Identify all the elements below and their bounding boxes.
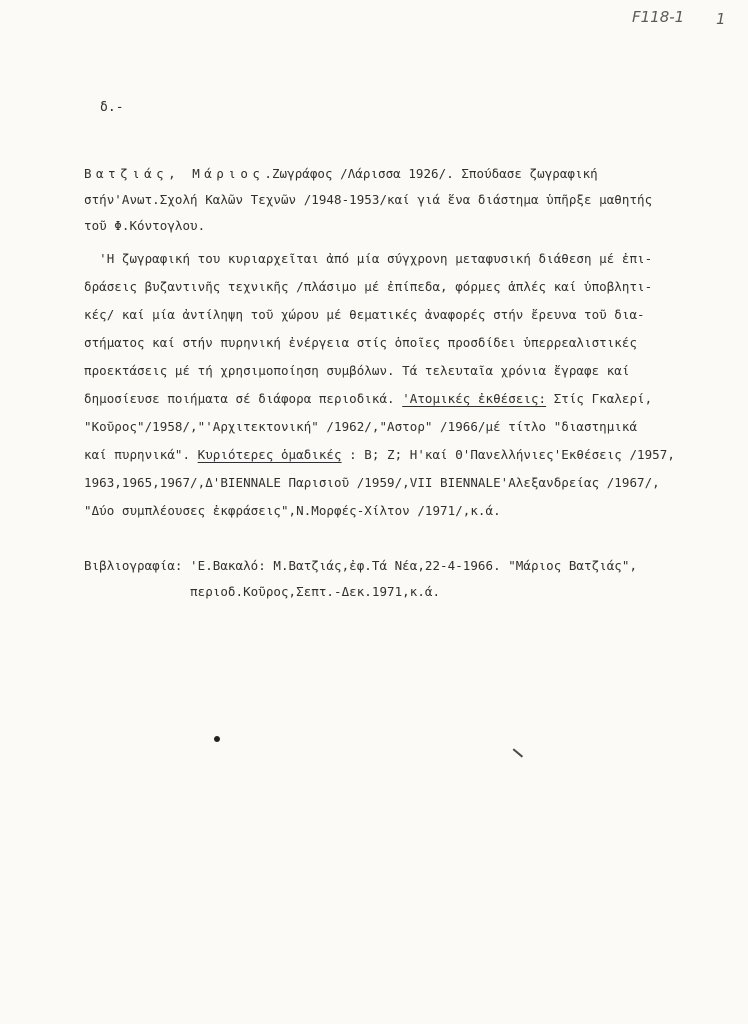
page-number: 1: [716, 10, 726, 28]
entry-line: "Κοῦρος"/1958/,"'Αρχιτεκτονική" /1962/,"Αστορ" /1966/μέ τίτλο "διαστημικά: [84, 419, 638, 434]
pencil-mark: [513, 748, 523, 757]
entry-heading-name: Βατζιάς, Μάριος: [84, 166, 265, 181]
entry-line: "Δύο συμπλέουσες ἐκφράσεις",Ν.Μορφές-Χίλτον /1971/,κ.ά.: [84, 503, 501, 518]
section-marker: δ.-: [100, 100, 124, 115]
entry-line: 'Η ζωγραφική του κυριαρχεῖται ἀπό μία σύγχρονη μεταφυσική διάθεση μέ ἐπι-: [84, 251, 653, 266]
bibliography-line: Βιβλιογραφία: 'Ε.Βακαλό: Μ.Βατζιάς,ἐφ.Τά Νέα,22-4-1966. "Μάριος Βατζιάς",: [84, 558, 638, 573]
entry-line: στήματος καί στήν πυρηνική ἐνέργεια στίς ὁποῖες προσδίδει ὑπερρεαλιστικές: [84, 335, 638, 350]
entry-line: 1963,1965,1967/,Δ'BIENNALE Παρισιοῦ /1959/,VII BIENNALE'Αλεξανδρείας /1967/,: [84, 475, 660, 490]
ink-spot: [214, 736, 220, 742]
entry-line: τοῦ Φ.Κόντογλου.: [84, 218, 206, 233]
bibliography-line: περιοδ.Κοῦρος,Σεπτ.-Δεκ.1971,κ.ά.: [84, 584, 441, 599]
archive-reference: F118-1: [632, 8, 685, 26]
entry-line: προεκτάσεις μέ τή χρησιμοποίηση συμβόλων. Τά τελευταῖα χρόνια ἔγραφε καί: [84, 363, 630, 378]
entry-line: δράσεις βυζαντινῆς τεχνικῆς /πλάσιμο μέ ἐπίπεδα, φόρμες ἁπλές καί ὑποβλητι-: [84, 279, 653, 294]
solo-exhibitions-heading: 'Ατομικές ἐκθέσεις:: [402, 391, 547, 406]
entry-line: κές/ καί μία ἀντίληψη τοῦ χώρου μέ θεματικές ἀναφορές στήν ἔρευνα τοῦ δια-: [84, 307, 645, 322]
entry-line: δημοσίευσε ποιήματα σέ διάφορα περιοδικά. 'Ατομικές ἐκθέσεις: Στίς Γκαλερί,: [84, 391, 653, 406]
entry-line: στήν'Ανωτ.Σχολή Καλῶν Τεχνῶν /1948-1953/καί γιά ἕνα διάστημα ὑπῆρξε μαθητής: [84, 192, 653, 207]
entry-line: καί πυρηνικά". Κυριότερες ὁμαδικές : Β; Ζ; Η'καί Θ'Πανελλήνιες'Εκθέσεις /1957,: [84, 447, 675, 462]
entry-line: Βατζιάς, Μάριος.Ζωγράφος /Λάρισσα 1926/. Σπούδασε ζωγραφική: [84, 166, 598, 181]
group-exhibitions-heading: Κυριότερες ὁμαδικές: [197, 447, 342, 462]
